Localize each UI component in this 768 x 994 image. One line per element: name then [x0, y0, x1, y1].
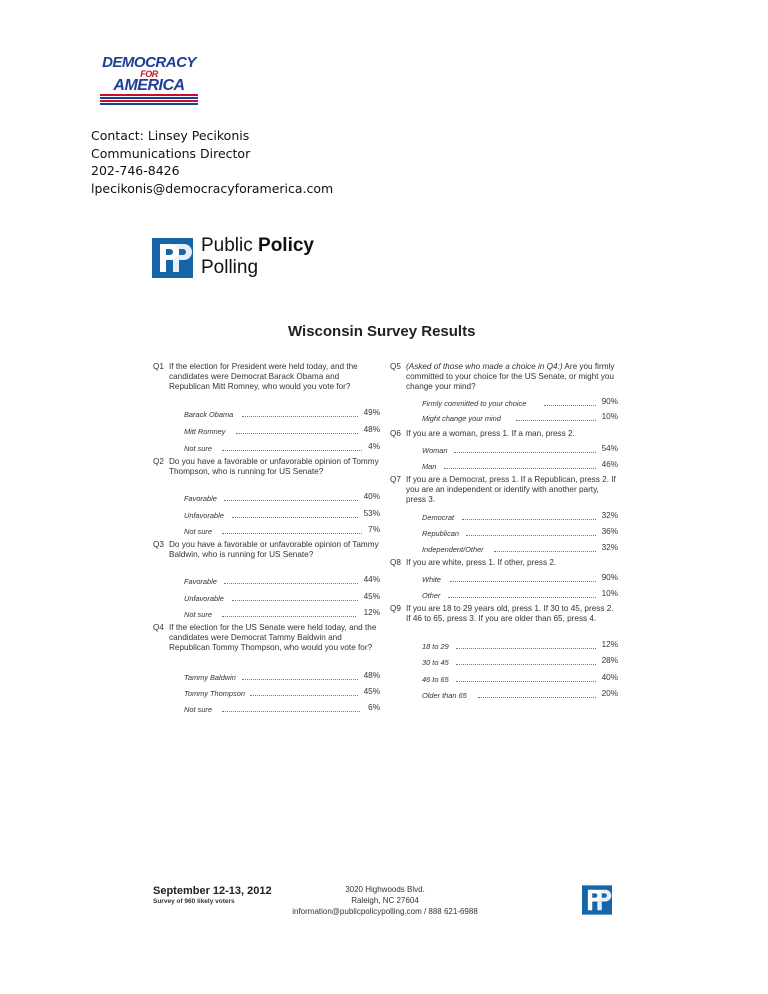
answer-value: 90% — [601, 397, 618, 406]
answer-label: Favorable — [184, 494, 217, 503]
answer-label: 30 to 45 — [422, 658, 449, 667]
answer-row — [422, 446, 618, 458]
answer-value: 49% — [363, 408, 380, 417]
flag-stripes — [100, 94, 198, 106]
answer-label: Older than 65 — [422, 691, 467, 700]
answer-row — [422, 575, 618, 587]
answer-row — [422, 675, 618, 687]
answer-row — [184, 444, 380, 456]
answer-value: 46% — [601, 460, 618, 469]
question-text: If the election for President were held today, and the candidates were Democrat Barack Obama and Republican Mitt Romney, who would you vote for? — [169, 362, 358, 391]
answer-value: 44% — [363, 575, 380, 584]
answer-row — [184, 410, 380, 422]
answer-label: Democrat — [422, 513, 455, 522]
answer-value: 28% — [601, 656, 618, 665]
answer-label: Tommy Thompson — [184, 689, 245, 698]
answer-row — [184, 494, 380, 506]
ppp-wordmark — [201, 235, 314, 279]
answer-row — [184, 427, 380, 439]
answer-label: Other — [422, 591, 441, 600]
answer-value: 45% — [363, 687, 380, 696]
answer-row — [184, 610, 380, 622]
question-number: Q1 — [153, 362, 164, 371]
answer-row — [422, 414, 618, 426]
answer-value: 12% — [363, 608, 380, 617]
footer-date: September 12-13, 2012 — [153, 885, 272, 897]
contact-block — [91, 127, 333, 197]
ppp-word-polling: Polling — [201, 257, 259, 278]
answer-label: Firmly committed to your choice — [422, 399, 527, 408]
footer-address-city: Raleigh, NC 27604 — [351, 896, 419, 905]
answer-label: Woman — [422, 446, 448, 455]
answer-label: Not sure — [184, 610, 212, 619]
question-number: Q8 — [390, 558, 401, 567]
question-text-rest: Are you firmly committed to your choice for the US Senate, or might you change your mind? — [406, 362, 615, 391]
answer-label: Favorable — [184, 577, 217, 586]
answer-value: 4% — [368, 442, 380, 451]
question-text: Do you have a favorable or unfavorable opinion of Tammy Baldwin, who is running for US Senate? — [169, 540, 379, 559]
question-text: Do you have a favorable or unfavorable opinion of Tommy Thompson, who is running for US Senate? — [169, 457, 379, 476]
answer-value: 40% — [601, 673, 618, 682]
question-text: If you are a woman, press 1. If a man, press 2. — [406, 429, 575, 438]
answer-label: Not sure — [184, 527, 212, 536]
answer-value: 20% — [601, 689, 618, 698]
question-text — [406, 362, 618, 392]
ppp-mark-icon — [152, 238, 193, 278]
footer-address — [270, 884, 500, 917]
answer-value: 10% — [601, 589, 618, 598]
answer-label: Might change your mind — [422, 414, 501, 423]
question-number: Q5 — [390, 362, 401, 371]
contact-title: Communications Director — [91, 145, 251, 161]
footer-survey-note: Survey of 960 likely voters — [153, 898, 235, 905]
answer-label: Independent/Other — [422, 545, 484, 554]
answer-value: 54% — [601, 444, 618, 453]
ppp-word-policy: Policy — [258, 235, 315, 256]
footer-contact-info[interactable]: information@publicpolicypolling.com / 888 621-6988 — [292, 907, 478, 916]
answer-value: 36% — [601, 527, 618, 536]
answer-row — [184, 705, 380, 717]
answer-label: Mitt Romney — [184, 427, 226, 436]
answer-label: Tammy Baldwin — [184, 673, 236, 682]
answer-row — [422, 658, 618, 670]
ppp-footer-mark-icon — [582, 885, 612, 915]
footer-address-street: 3020 Highwoods Blvd. — [345, 885, 425, 894]
answer-row — [422, 691, 618, 703]
answer-value: 48% — [363, 671, 380, 680]
answer-value: 90% — [601, 573, 618, 582]
answer-value: 48% — [363, 425, 380, 434]
question-text-italic: (Asked of those who made a choice in Q4:) — [406, 362, 563, 371]
answer-label: Man — [422, 462, 437, 471]
question-text: If the election for the US Senate were held today, and the candidates were Democrat Tammy Baldwin and Republican Tommy Thompson, who would you vote for? — [169, 623, 377, 652]
answer-value: 32% — [601, 511, 618, 520]
question-text: If you are a Democrat, press 1. If a Republican, press 2. If you are an independent or identify with another party, press 3. — [406, 475, 616, 504]
answer-label: Unfavorable — [184, 594, 224, 603]
logo-word-for: FOR — [140, 69, 158, 79]
question-number: Q4 — [153, 623, 164, 632]
question-text: If you are 18 to 29 years old, press 1. If 30 to 45, press 2. If 46 to 65, press 3. If you are older than 65, press 4. — [406, 604, 614, 623]
logo-word-america: AMERICA — [113, 77, 185, 94]
contact-email[interactable]: lpecikonis@democracyforamerica.com — [91, 180, 334, 196]
answer-label: Not sure — [184, 705, 212, 714]
answer-row — [422, 399, 618, 411]
answer-row — [184, 511, 380, 523]
answer-value: 10% — [601, 412, 618, 421]
question-number: Q6 — [390, 429, 401, 438]
answer-label: Republican — [422, 529, 459, 538]
answer-row — [422, 591, 618, 603]
answer-row — [422, 642, 618, 654]
question-number: Q7 — [390, 475, 401, 484]
answer-row — [422, 529, 618, 541]
question-text: If you are white, press 1. If other, press 2. — [406, 558, 557, 567]
question-number: Q2 — [153, 457, 164, 466]
answer-label: White — [422, 575, 441, 584]
answer-label: 18 to 29 — [422, 642, 449, 651]
answer-value: 7% — [368, 525, 380, 534]
answer-value: 32% — [601, 543, 618, 552]
answer-value: 40% — [363, 492, 380, 501]
answer-row — [422, 462, 618, 474]
answer-row — [184, 594, 380, 606]
answer-label: Barack Obama — [184, 410, 234, 419]
survey-title: Wisconsin Survey Results — [288, 323, 476, 340]
ppp-word-public: Public — [201, 235, 253, 256]
answer-row — [184, 577, 380, 589]
answer-row — [184, 673, 380, 685]
contact-phone: 202-746-8426 — [91, 163, 180, 178]
logo-word-democracy: DEMOCRACY — [102, 54, 196, 71]
democracy-for-america-logo — [100, 55, 198, 107]
question-number: Q9 — [390, 604, 401, 613]
question-number: Q3 — [153, 540, 164, 549]
public-policy-polling-logo — [152, 235, 352, 282]
answer-label: Unfavorable — [184, 511, 224, 520]
answer-row — [422, 545, 618, 557]
answer-value: 6% — [368, 703, 380, 712]
contact-name: Contact: Linsey Pecikonis — [91, 128, 250, 143]
answer-value: 12% — [601, 640, 618, 649]
answer-row — [184, 527, 380, 539]
answer-row — [422, 513, 618, 525]
answer-value: 45% — [363, 592, 380, 601]
answer-label: Not sure — [184, 444, 212, 453]
answer-label: 46 to 65 — [422, 675, 449, 684]
answer-value: 53% — [363, 509, 380, 518]
answer-row — [184, 689, 380, 701]
